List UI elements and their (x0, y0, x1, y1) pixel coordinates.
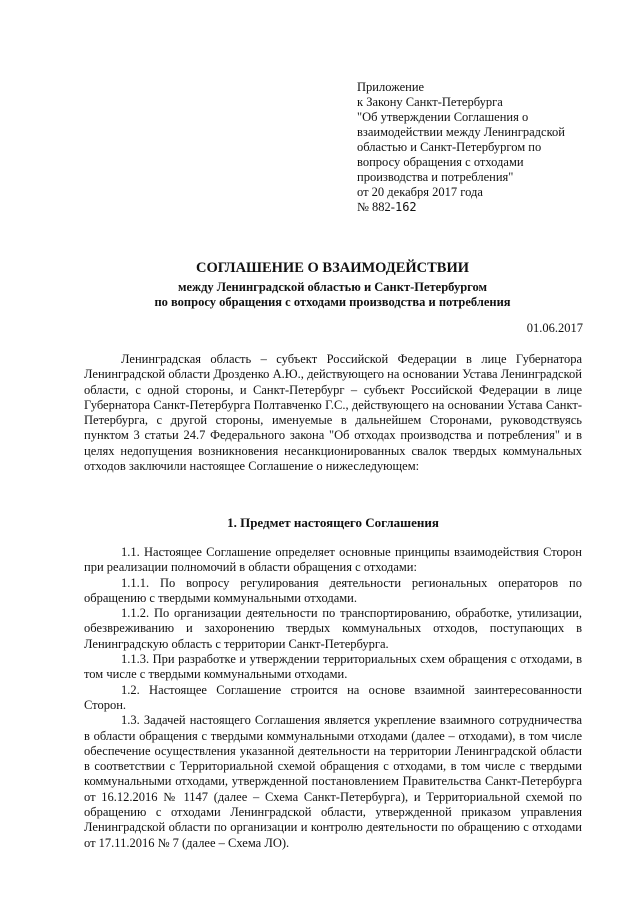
appendix-line: Приложение (357, 80, 425, 94)
appendix-line: производства и потребления" (357, 170, 514, 184)
paragraph-1-1-2: 1.1.2. По организации деятельности по транспортированию, обработке, утилизации, обезвреживанию и захоронению твердых коммунальных отходов, поступающих в Ленинградскую область с территории Санкт-Петербурга. (84, 606, 582, 651)
document-subtitle-2: по вопросу обращения с отходами производства и потребления (154, 295, 511, 309)
document-title: СОГЛАШЕНИЕ О ВЗАИМОДЕЙСТВИИ (195, 260, 470, 276)
paragraph-1-1: 1.1. Настоящее Соглашение определяет основные принципы взаимодействия Сторон при реализации полномочий в области обращения с отходами: (84, 545, 582, 575)
appendix-law-number (357, 200, 607, 215)
law-number-prefix: № 882- (357, 200, 395, 214)
appendix-line: "Об утверждении Соглашения о (357, 110, 529, 124)
appendix-line: вопросу обращения с отходами (357, 155, 524, 169)
section-1-heading: 1. Предмет настоящего Соглашения (227, 515, 439, 530)
intro-block (84, 352, 582, 474)
law-number-handwritten: 162 (394, 200, 417, 214)
paragraph-1-1-1: 1.1.1. По вопросу регулирования деятельности региональных операторов по обращению с твердыми коммунальными отходами. (84, 575, 582, 605)
paragraph-1-3: 1.3. Задачей настоящего Соглашения является укрепление взаимного сотрудничества в области обращения с твердыми коммунальными отходами (далее – отходами), в том числе обеспечение осуществления указанной деятельности на территории Ленинградской области в соответствии с Территориальной схемой обращения с отходами, в том числе с твердыми коммунальными отходами, утвержденной постановлением Правительства Санкт-Петербурга от 16.12.2016 № 1147 (далее – Схема Санкт-Петербурга), и Территориальной схемой по обращению с отходами Ленинградской области, утвержденной приказом управления Ленинградской области по организации и контролю деятельности по обращению с отходами от 17.11.2016 № 7 (далее – Схема ЛО). (84, 713, 582, 850)
appendix-line: к Закону Санкт-Петербурга (357, 95, 503, 109)
document-date: 01.06.2017 (526, 321, 583, 335)
document-subtitle-1: между Ленинградской областью и Санкт-Петербургом (177, 280, 488, 294)
appendix-line: от 20 декабря 2017 года (357, 185, 483, 199)
appendix-line: областью и Санкт-Петербургом по (357, 140, 542, 154)
paragraph-1-1-3: 1.1.3. При разработке и утверждении территориальных схем обращения с отходами, в том числе с твердыми коммунальными отходами. (84, 652, 582, 682)
appendix-block (357, 80, 607, 215)
intro-paragraph: Ленинградская область – субъект Российской Федерации в лице Губернатора Ленинградской области Дрозденко А.Ю., действующего на основании Устава Ленинградской области, с одной стороны, и Санкт-Петербург – субъект Российской Федерации в лице Губернатора Санкт-Петербурга Полтавченко Г.С., действующего на основании Устава Санкт-Петербурга, с другой стороны, именуемые в дальнейшем Сторонами, руководствуясь пунктом 3 статьи 24.7 Федерального закона "Об отходах производства и потребления" и в целях недопущения возникновения несанкционированных свалок твердых коммунальных отходов заключили настоящее Соглашение о нижеследующем: (84, 352, 582, 474)
paragraph-1-2: 1.2. Настоящее Соглашение строится на основе взаимной заинтересованности Сторон. (84, 682, 582, 712)
appendix-line: взаимодействии между Ленинградской (357, 125, 565, 139)
section-1-body (84, 545, 582, 851)
